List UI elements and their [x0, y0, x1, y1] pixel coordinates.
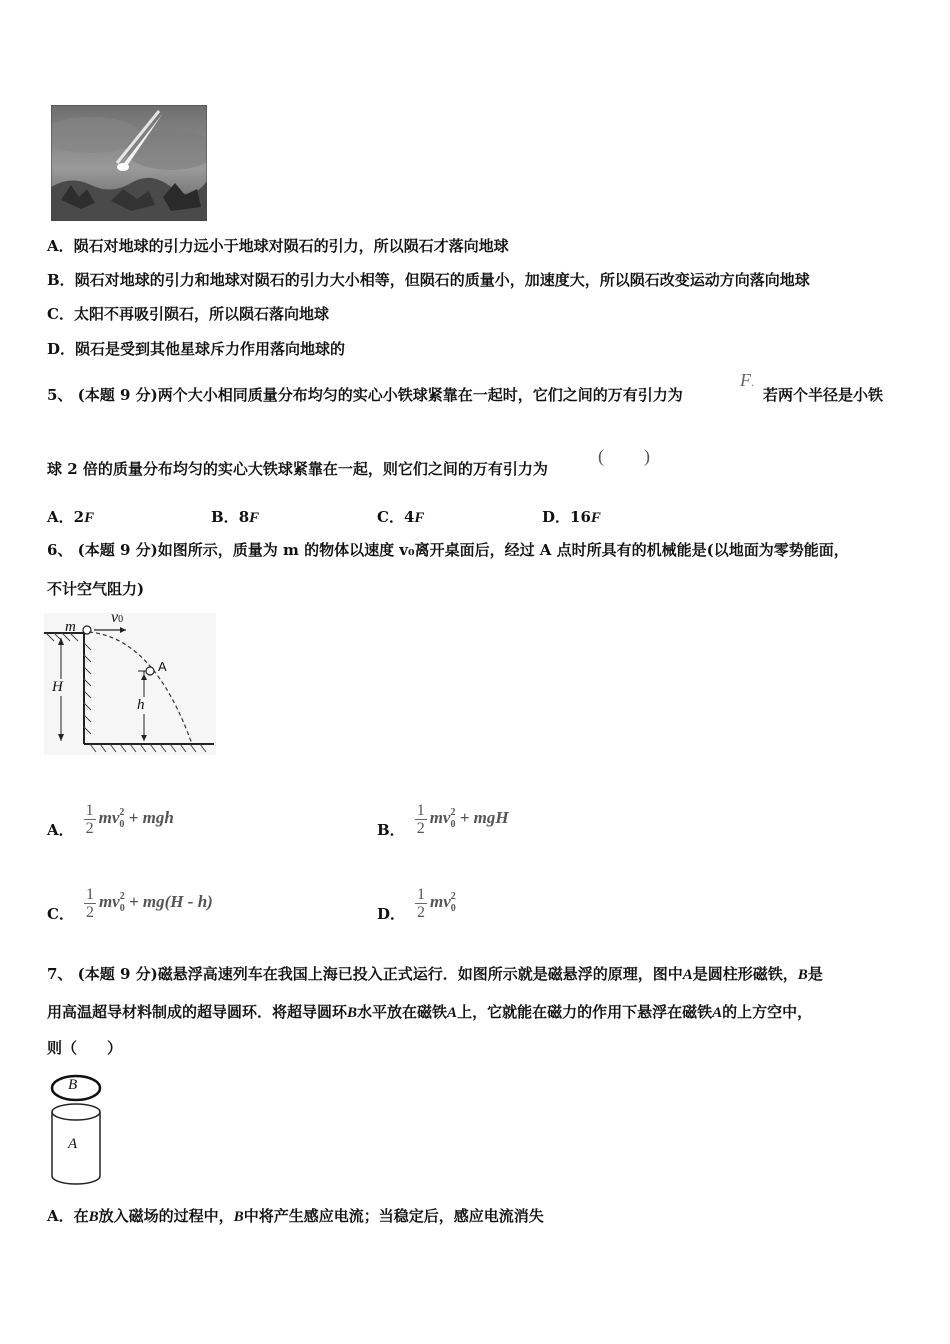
q5-stem-line1-tail: 若两个半径是小铁 — [763, 386, 884, 404]
q6-option-b: B． $\frac{1}{2}$ $mv^2_0$ + mgH — [377, 801, 509, 839]
q5-option-a: A．2F — [47, 508, 95, 526]
label-ring-b: B — [68, 1077, 78, 1093]
label-m: m — [65, 619, 76, 635]
label-magnet-a: A — [68, 1136, 78, 1152]
q4-option-b: B．陨石对地球的引力和地球对陨石的引力大小相等，但陨石的质量小，加速度大，所以陨石改变运动方向落向地球 — [47, 271, 810, 289]
q5-symbol-f: F. — [740, 370, 754, 390]
q7-stem-line2: 用高温超导材料制成的超导圆环．将超导圆环B水平放在磁铁A上，它就能在磁力的作用下悬浮在磁铁A的上方空中， — [47, 1003, 813, 1021]
q6-option-d: D． $\frac{1}{2}$ $mv^2_0$ — [377, 885, 456, 923]
q5-stem-line2: 球 2 倍的质量分布均匀的实心大铁球紧靠在一起，则它们之间的万有引力为 — [47, 460, 548, 478]
q6-option-a: A． $\frac{1}{2}$ $mv^2_0$ + mgh — [47, 801, 174, 839]
q4-option-c: C．太阳不再吸引陨石，所以陨石落向地球 — [47, 305, 329, 323]
q5-option-b: B．8F — [211, 508, 260, 526]
q5-option-d: D．16F — [542, 508, 601, 526]
label-v0: v0 — [111, 609, 124, 626]
label-H: H — [52, 679, 63, 695]
q5-option-c: C．4F — [377, 508, 425, 526]
meteor-picture — [51, 105, 207, 221]
q7-option-a: A．在B放入磁场的过程中，B中将产生感应电流；当稳定后，感应电流消失 — [47, 1207, 544, 1225]
projectile-figure — [44, 609, 216, 755]
q4-option-d: D．陨石是受到其他星球斥力作用落向地球的 — [47, 340, 346, 358]
q5-stem-line1: 5、 (本题 9 分)两个大小相同质量分布均匀的实心小铁球紧靠在一起时，它们之间的万有引力为 — [47, 386, 683, 404]
q6-stem-line2: 不计空气阻力) — [47, 580, 145, 598]
maglev-figure — [46, 1072, 106, 1188]
q7-stem-line3: 则（ ） — [47, 1039, 123, 1057]
q6-option-c: C． $\frac{1}{2}$ $mv^2_0 + mg(H - h)$ — [47, 885, 213, 923]
label-h: h — [137, 697, 145, 713]
q5-answer-bracket: ( ) — [598, 446, 650, 466]
label-a-point: A — [158, 659, 167, 674]
q7-stem-line1: 7、 (本题 9 分)磁悬浮高速列车在我国上海已投入正式运行．如图所示就是磁悬浮的原理，图中A是圆柱形磁铁，B是 — [47, 965, 823, 983]
q6-stem-line1: 6、 (本题 9 分)如图所示，质量为 m 的物体以速度 v₀离开桌面后，经过 A 点时所具有的机械能是(以地面为零势能面， — [47, 541, 849, 559]
q4-option-a: A．陨石对地球的引力远小于地球对陨石的引力，所以陨石才落向地球 — [47, 237, 509, 255]
